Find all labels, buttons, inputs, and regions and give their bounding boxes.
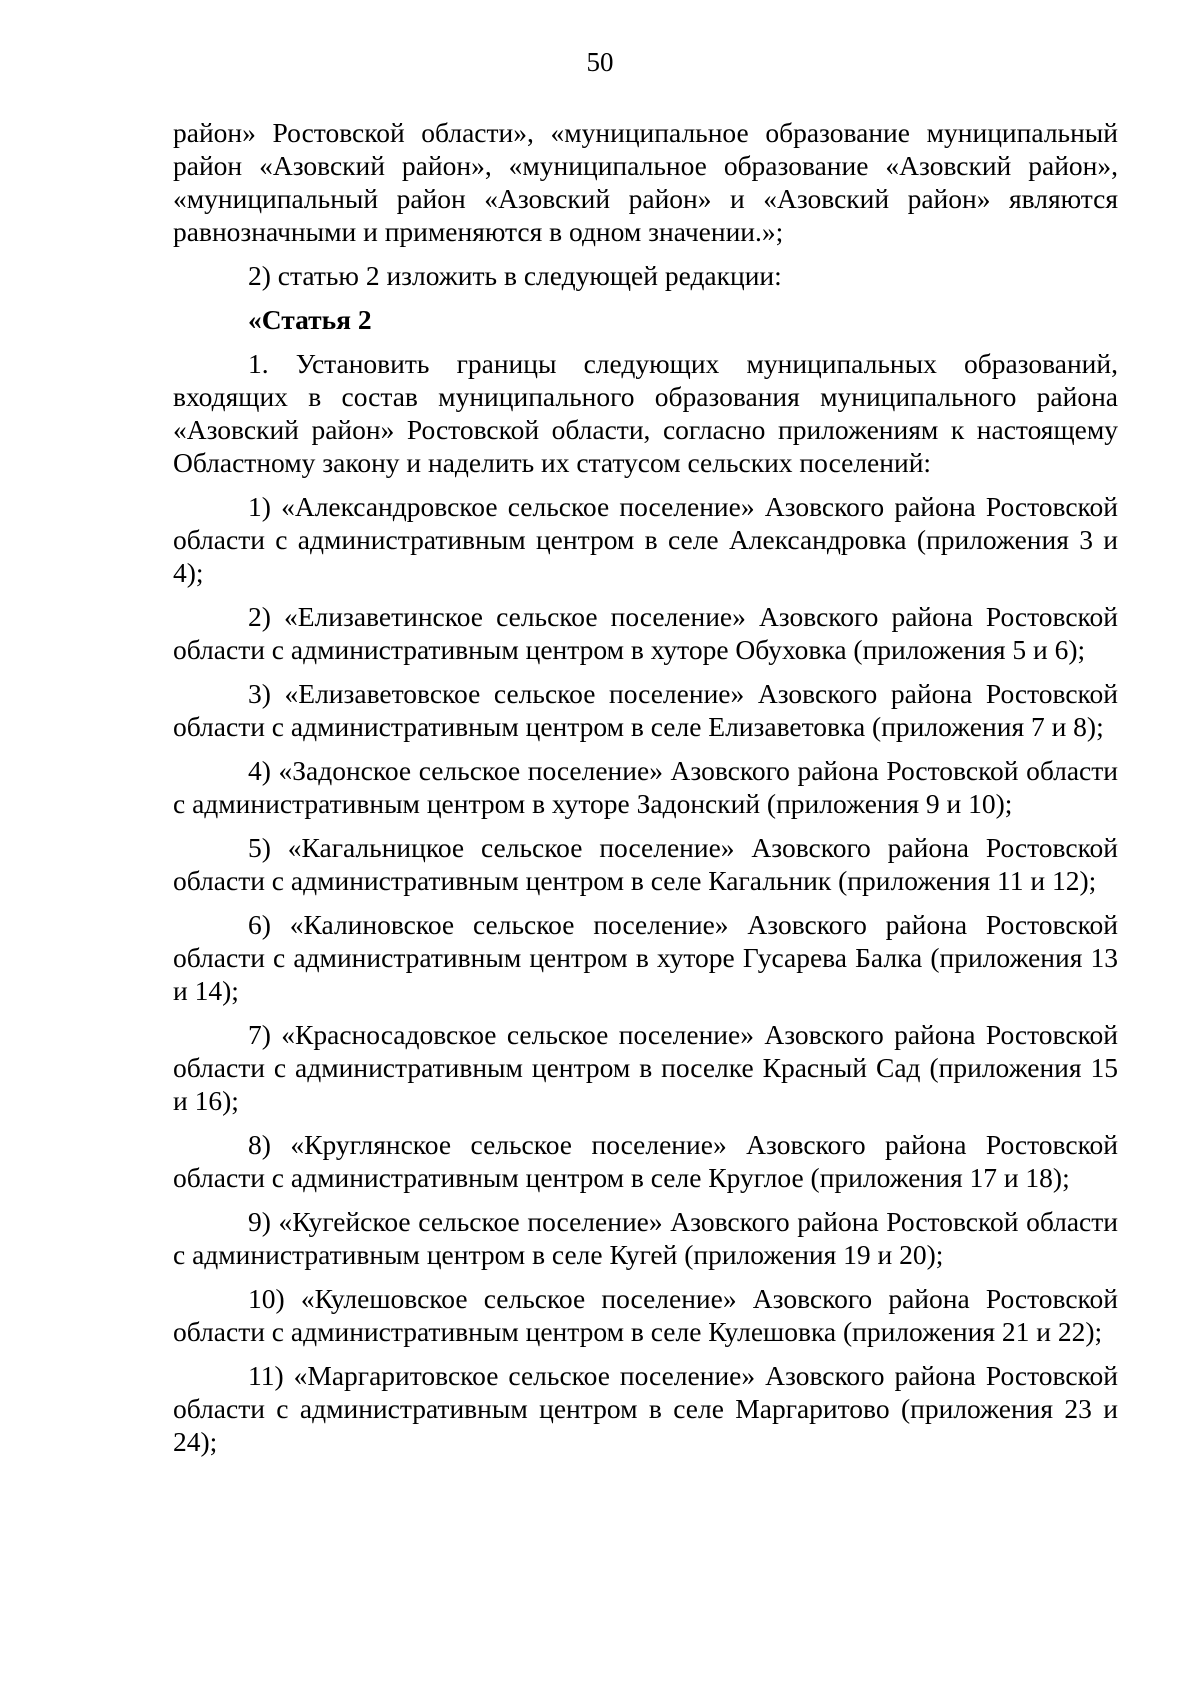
list-item: 8) «Круглянское сельское поселение» Азовского района Ростовской области с административным центром в селе Круглое (приложения 17 и 18); <box>173 1129 1118 1193</box>
page-number: 50 <box>586 47 614 77</box>
list-item: 9) «Кугейское сельское поселение» Азовского района Ростовской области с административным центром в селе Кугей (приложения 19 и 20); <box>173 1206 1118 1270</box>
document-body <box>173 116 1118 1458</box>
list-item: 2) «Елизаветинское сельское поселение» Азовского района Ростовской области с административным центром в хуторе Обуховка (приложения 5 и 6); <box>173 601 1118 665</box>
paragraph-amendment-item: 2) статью 2 изложить в следующей редакции: <box>248 260 782 291</box>
paragraph-article-clause: 1. Установить границы следующих муниципальных образований, входящих в состав муниципального образования муниципального района «Азовский район» Ростовской области, согласно приложениям к настоящему Областному закону и наделить их статусом сельских поселений: <box>173 348 1118 478</box>
list-item: 6) «Калиновское сельское поселение» Азовского района Ростовской области с административным центром в хуторе Гусарева Балка (приложения 13 и 14); <box>173 909 1118 1006</box>
paragraph-continuation: район» Ростовской области», «муниципальное образование муниципальный район «Азовский район», «муниципальное образование «Азовский район», «муниципальный район «Азовский район» и «Азовский район» являются равнозначными и применяются в одном значении.»; <box>173 117 1118 247</box>
list-item: 1) «Александровское сельское поселение» Азовского района Ростовской области с административным центром в селе Александровка (приложения 3 и 4); <box>173 491 1118 588</box>
list-item: 11) «Маргаритовское сельское поселение» Азовского района Ростовской области с административным центром в селе Маргаритово (приложения 23 и 24); <box>173 1360 1118 1457</box>
list-item: 3) «Елизаветовское сельское поселение» Азовского района Ростовской области с административным центром в селе Елизаветовка (приложения 7 и 8); <box>173 678 1118 742</box>
list-item: 5) «Кагальницкое сельское поселение» Азовского района Ростовской области с административным центром в селе Кагальник (приложения 11 и 12); <box>173 832 1118 896</box>
list-item: 10) «Кулешовское сельское поселение» Азовского района Ростовской области с административным центром в селе Кулешовка (приложения 21 и 22); <box>173 1283 1118 1347</box>
list-item: 7) «Красносадовское сельское поселение» Азовского района Ростовской области с административным центром в поселке Красный Сад (приложения 15 и 16); <box>173 1019 1118 1116</box>
article-heading: «Статья 2 <box>248 304 372 335</box>
list-item: 4) «Задонское сельское поселение» Азовского района Ростовской области с административным центром в хуторе Задонский (приложения 9 и 10); <box>173 755 1118 819</box>
